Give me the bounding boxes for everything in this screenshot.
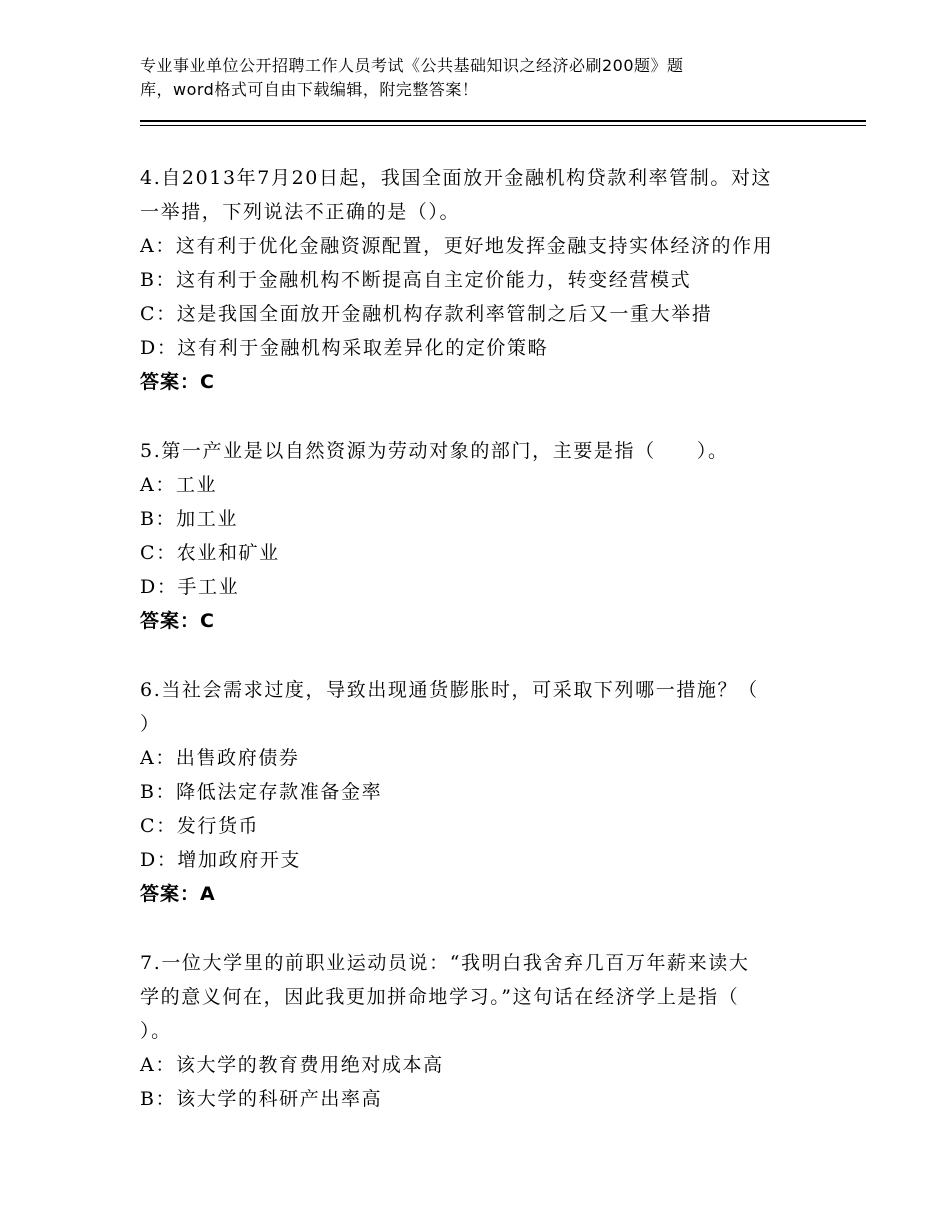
header-rule-thick	[140, 120, 866, 122]
option-c: C：农业和矿业	[140, 542, 280, 564]
question-5	[140, 434, 810, 638]
option-d: D：手工业	[140, 576, 240, 598]
option-d: D：增加政府开支	[140, 849, 302, 871]
option-b: B：加工业	[140, 508, 238, 530]
option-b: B：该大学的科研产出率高	[140, 1088, 383, 1110]
option-a: A：该大学的教育费用绝对成本高	[140, 1054, 444, 1076]
document-header	[140, 54, 780, 102]
question-stem: 学的意义何在，因此我更加拼命地学习。”这句话在经济学上是指（	[140, 986, 740, 1008]
question-stem: 5.第一产业是以自然资源为劳动对象的部门，主要是指（ ）。	[140, 440, 729, 462]
question-4	[140, 161, 810, 399]
option-b: B：这有利于金融机构不断提高自主定价能力，转变经营模式	[140, 269, 692, 291]
option-a: A：出售政府债券	[140, 747, 300, 769]
question-stem: 4.自2013年7月20日起，我国全面放开金融机构贷款利率管制。对这	[140, 167, 773, 189]
header-title-line-2: 库，word格式可自由下载编辑，附完整答案！	[140, 80, 479, 99]
answer: 答案：C	[140, 371, 215, 393]
option-a: A：工业	[140, 474, 218, 496]
answer: 答案：C	[140, 610, 215, 632]
option-c: C：发行货币	[140, 815, 260, 837]
question-stem: 一举措，下列说法不正确的是（）。	[140, 201, 461, 223]
question-6	[140, 673, 810, 911]
header-rule-thin	[140, 125, 866, 126]
question-stem: ）。	[140, 1020, 172, 1042]
option-c: C：这是我国全面放开金融机构存款利率管制之后又一重大举措	[140, 303, 713, 325]
question-stem: ）	[140, 713, 161, 735]
question-stem: 6.当社会需求过度，导致出现通货膨胀时，可采取下列哪一措施？（	[140, 679, 759, 701]
question-stem: 7.一位大学里的前职业运动员说：“我明白我舍弃几百万年薪来读大	[140, 952, 750, 974]
answer: 答案：A	[140, 883, 216, 905]
option-d: D：这有利于金融机构采取差异化的定价策略	[140, 337, 549, 359]
question-7	[140, 946, 810, 1116]
option-b: B：降低法定存款准备金率	[140, 781, 383, 803]
header-title-line-1: 专业事业单位公开招聘工作人员考试《公共基础知识之经济必刷200题》题	[140, 56, 684, 75]
option-a: A：这有利于优化金融资源配置，更好地发挥金融支持实体经济的作用	[140, 235, 774, 257]
